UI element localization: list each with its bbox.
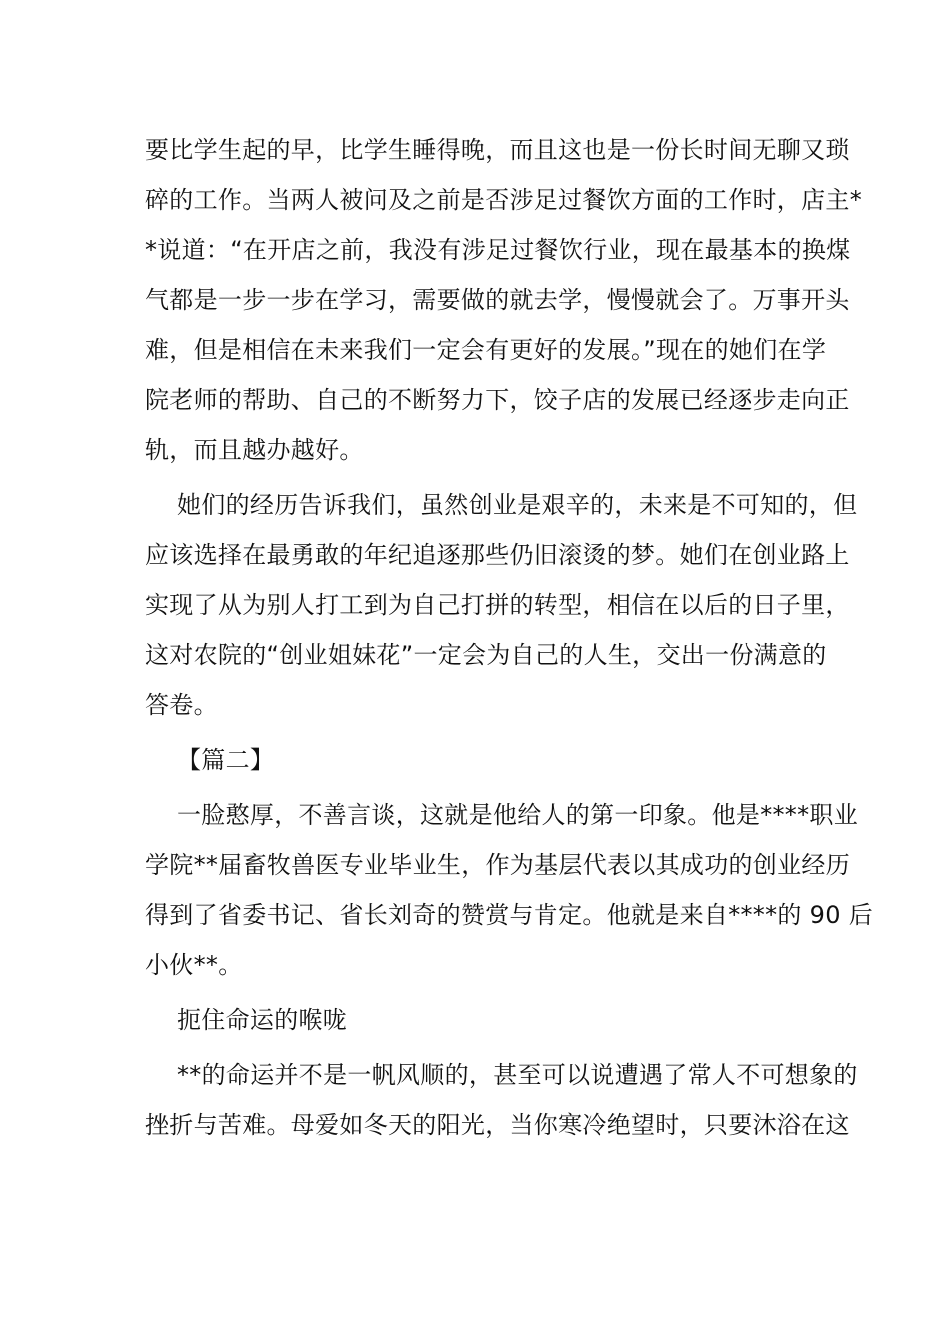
paragraph-line: 气都是一步一步在学习，需要做的就去学，慢慢就会了。万事开头	[145, 286, 850, 314]
paragraph-line: 挫折与苦难。母爱如冬天的阳光，当你寒冷绝望时，只要沐浴在这	[145, 1111, 850, 1139]
paragraph-line: 答卷。	[145, 691, 218, 719]
paragraph-line: 应该选择在最勇敢的年纪追逐那些仍旧滚烫的梦。她们在创业路上	[145, 541, 850, 569]
paragraph-line: 小伙**。	[145, 951, 243, 979]
paragraph-line: 一脸憨厚，不善言谈，这就是他给人的第一印象。他是****职业	[177, 801, 858, 829]
paragraph-line: 她们的经历告诉我们，虽然创业是艰辛的，未来是不可知的，但	[177, 491, 858, 519]
paragraph-line: **的命运并不是一帆风顺的，甚至可以说遭遇了常人不可想象的	[177, 1061, 858, 1089]
paragraph-line: 得到了省委书记、省长刘奇的赞赏与肯定。他就是来自****的 90 后	[145, 901, 873, 929]
paragraph-line: 轨，而且越办越好。	[145, 436, 364, 464]
paragraph-line: 学院**届畜牧兽医专业毕业生，作为基层代表以其成功的创业经历	[145, 851, 850, 879]
paragraph-line: 院老师的帮助、自己的不断努力下，饺子店的发展已经逐步走向正	[145, 386, 850, 414]
paragraph-line: 碎的工作。当两人被问及之前是否涉足过餐饮方面的工作时，店主*	[145, 186, 862, 214]
paragraph-line: 实现了从为别人打工到为自己打拼的转型，相信在以后的日子里，	[145, 591, 850, 619]
paragraph-line: 难，但是相信在未来我们一定会有更好的发展。”现在的她们在学	[145, 336, 827, 364]
paragraph-line: 要比学生起的早，比学生睡得晚，而且这也是一份长时间无聊又琐	[145, 136, 850, 164]
subheading: 扼住命运的喉咙	[177, 1006, 348, 1034]
paragraph-line: *说道：“在开店之前，我没有涉足过餐饮行业，现在最基本的换煤	[145, 236, 851, 264]
paragraph-line: 这对农院的“创业姐妹花”一定会为自己的人生，交出一份满意的	[145, 641, 827, 669]
section-heading: 【篇二】	[177, 746, 275, 774]
